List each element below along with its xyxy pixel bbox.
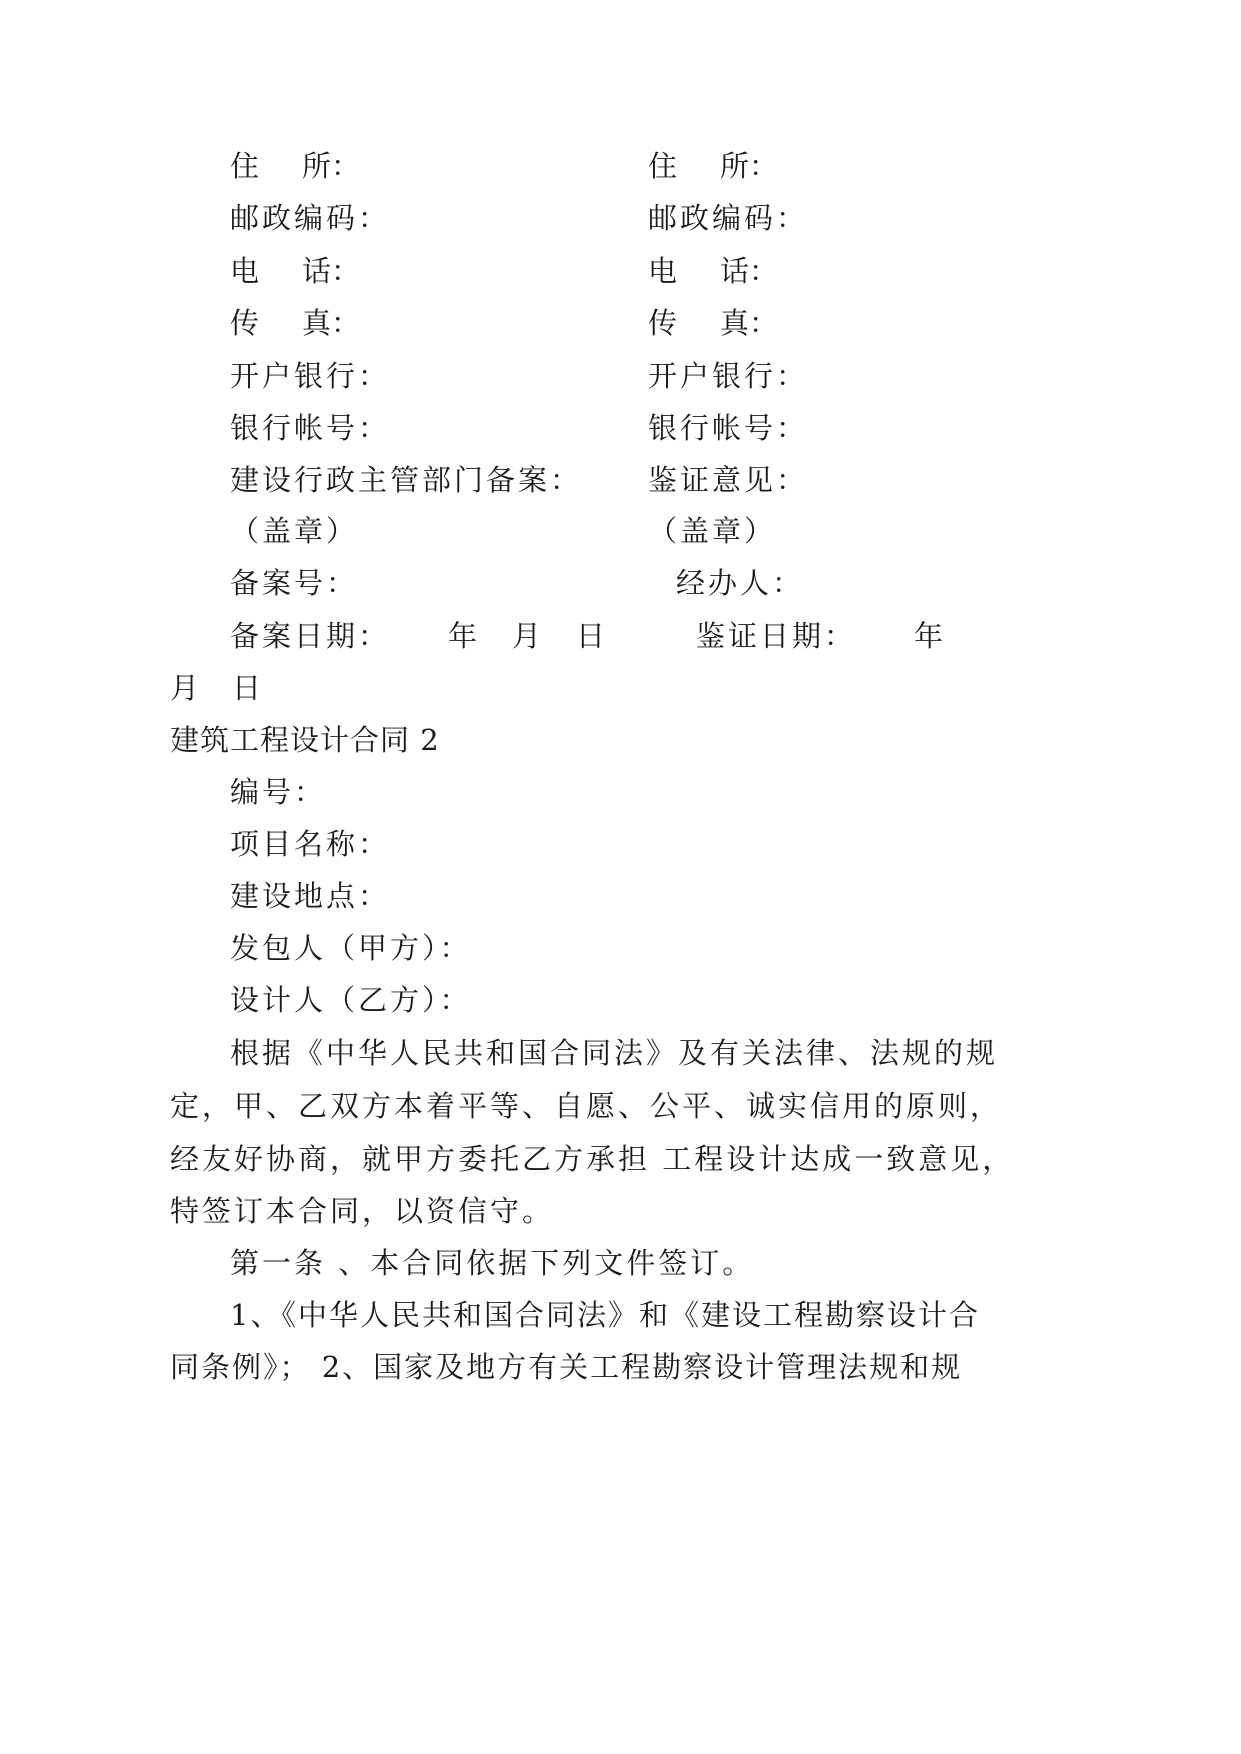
- article-one: 第一条 、本合同依据下列文件签订。: [230, 1246, 755, 1280]
- verification-date-year: 年: [914, 619, 947, 653]
- preamble-line: 定，甲、乙双方本着平等、自愿、公平、诚实信用的原则，: [170, 1089, 1003, 1123]
- verification-date-label: 鉴证日期：: [696, 619, 857, 653]
- left-bank-label: 开户银行：: [230, 359, 391, 393]
- verification-seal-label: （盖章）: [648, 514, 777, 548]
- left-fax-label-c1: 传: [230, 306, 260, 340]
- right-account-label: 银行帐号：: [648, 411, 809, 445]
- right-address-label-c2: 所：: [719, 149, 778, 183]
- filing-date-month: 月: [512, 619, 545, 653]
- verification-handler-label: 经办人：: [676, 566, 805, 600]
- left-phone-label-c2: 话：: [301, 254, 360, 288]
- filing-authority-label: 建设行政主管部门备案：: [230, 463, 583, 497]
- contract-number-label: 编号：: [230, 775, 327, 809]
- filing-number-label: 备案号：: [230, 566, 359, 600]
- verification-opinion-label: 鉴证意见：: [648, 463, 809, 497]
- left-postal-label: 邮政编码：: [230, 201, 391, 235]
- right-postal-label: 邮政编码：: [648, 201, 809, 235]
- left-phone-label-c1: 电: [230, 254, 260, 288]
- contract-title: 建筑工程设计合同 2: [170, 723, 440, 757]
- employer-label: 发包人（甲方）：: [230, 931, 472, 965]
- filing-seal-label: （盖章）: [230, 514, 359, 548]
- right-address-row: [648, 146, 778, 186]
- left-address-row: [230, 146, 360, 186]
- right-address-label-c1: 住: [648, 149, 678, 183]
- right-phone-label-c2: 话：: [719, 254, 778, 288]
- left-address-label-c1: 住: [230, 149, 260, 183]
- left-phone-row: [230, 251, 360, 291]
- right-fax-label-c1: 传: [648, 306, 678, 340]
- left-fax-row: [230, 303, 360, 343]
- right-phone-label-c1: 电: [648, 254, 678, 288]
- right-phone-row: [648, 251, 778, 291]
- preamble-line: 根据《中华人民共和国合同法》及有关法律、法规的规: [230, 1036, 999, 1070]
- right-fax-label-c2: 真：: [719, 306, 778, 340]
- designer-label: 设计人（乙方）：: [230, 983, 472, 1017]
- left-fax-label-c2: 真：: [301, 306, 360, 340]
- filing-date-day: 日: [576, 619, 609, 653]
- filing-date-year: 年: [448, 619, 481, 653]
- right-fax-row: [648, 303, 778, 343]
- preamble-line: 经友好协商，就甲方委托乙方承担 工程设计达成一致意见，: [170, 1142, 1015, 1176]
- verification-date-month: 月: [170, 671, 203, 705]
- filing-date-label: 备案日期：: [230, 619, 391, 653]
- construction-site-label: 建设地点：: [230, 879, 391, 913]
- verification-date-day: 日: [232, 671, 265, 705]
- clause-line: 1、《中华人民共和国合同法》和《建设工程勘察设计合: [230, 1298, 980, 1332]
- preamble-line: 特签订本合同，以资信守。: [170, 1194, 555, 1228]
- left-address-label-c2: 所：: [301, 149, 360, 183]
- right-bank-label: 开户银行：: [648, 359, 809, 393]
- left-account-label: 银行帐号：: [230, 411, 391, 445]
- clause-line: 同条例》； 2、国家及地方有关工程勘察设计管理法规和规: [170, 1350, 963, 1384]
- project-name-label: 项目名称：: [230, 827, 391, 861]
